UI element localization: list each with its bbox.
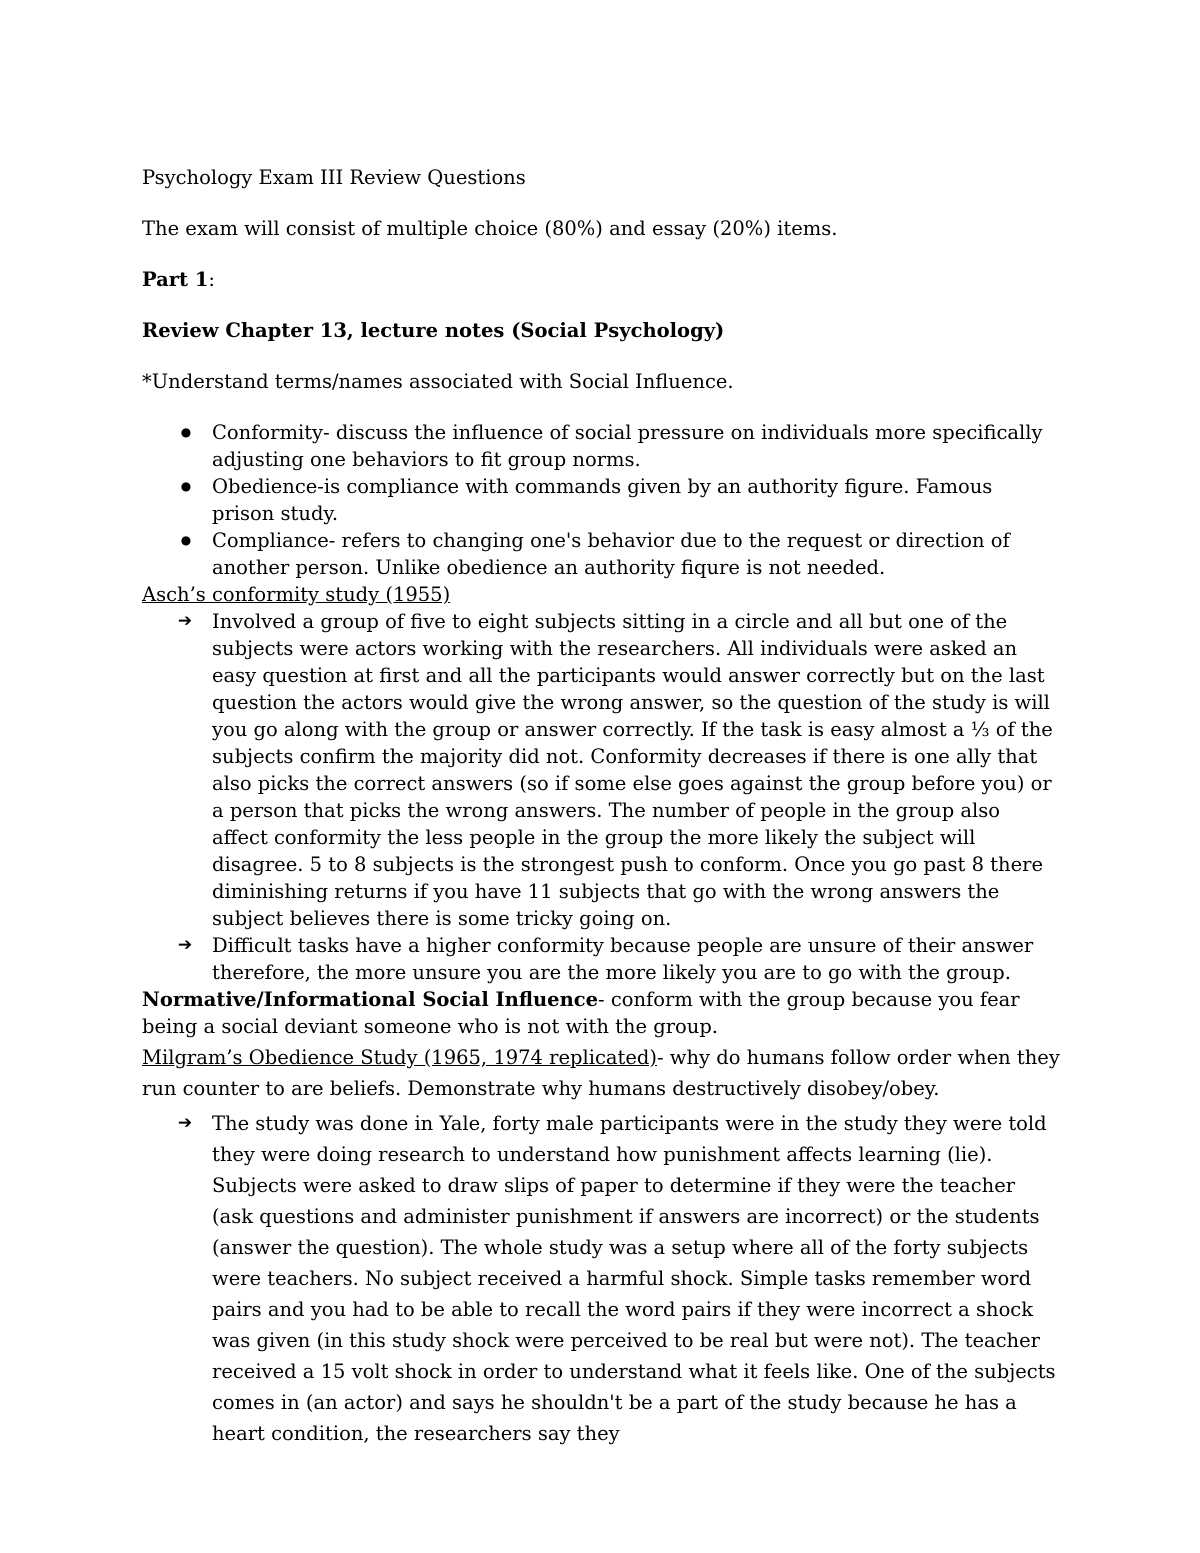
- milgram-text: - why do humans follow order when they run counter to are beliefs. Demonstrate why humans destructively disobey/obey.: [142, 1046, 1060, 1100]
- chapter-heading: Review Chapter 13, lecture notes (Social Psychology): [142, 319, 725, 342]
- list-item-text: Compliance- refers to changing one's behavior due to the request or direction of another person. Unlike obedience an authority fiqure is not needed.: [212, 529, 1010, 579]
- milgram-list: [142, 1108, 1060, 1449]
- list-item: [142, 527, 1060, 581]
- understand-note: *Understand terms/names associated with Social Influence.: [142, 370, 734, 393]
- asch-list: [142, 608, 1060, 986]
- bullet-icon: ●: [180, 425, 192, 439]
- arrow-icon: ➔: [177, 935, 193, 955]
- list-item: [142, 932, 1060, 986]
- list-item: [142, 608, 1060, 932]
- list-item-text: The study was done in Yale, forty male participants were in the study they were told they were doing research to understand how punishment affects learning (lie). Subjects were asked to draw slips of paper to determine if they were the teacher (ask questions and administer punishment if answers are incorrect) or the students (answer the question). The whole study was a setup where all of the forty subjects were teachers. No subject received a harmful shock. Simple tasks remember word pairs and you had to be able to recall the word pairs if they were incorrect a shock was given (in this study shock were perceived to be real but were not). The teacher received a 15 volt shock in order to understand what it feels like. One of the subjects comes in (an actor) and says he shouldn't be a part of the study because he has a heart condition, the researchers say they: [212, 1112, 1056, 1445]
- arrow-icon: ➔: [177, 611, 193, 631]
- social-influence-list: [142, 419, 1060, 581]
- list-item-text: Conformity- discuss the influence of social pressure on individuals more specifically adjusting one behaviors to fit group norms.: [212, 421, 1043, 471]
- asch-heading: Asch’s conformity study (1955): [142, 583, 451, 606]
- list-item-text: Obedience-is compliance with commands given by an authority figure. Famous prison study.: [212, 475, 993, 525]
- normative-text: - conform with the group because you fear being a social deviant someone who is not with the group.: [142, 988, 1020, 1038]
- part-heading: [142, 266, 1060, 293]
- part-label: Part 1: [142, 268, 209, 291]
- milgram-heading: Milgram’s Obedience Study (1965, 1974 replicated): [142, 1046, 657, 1069]
- exam-format-note: The exam will consist of multiple choice (80%) and essay (20%) items.: [142, 217, 838, 240]
- list-item-text: Difficult tasks have a higher conformity because people are unsure of their answer therefore, the more unsure you are the more likely you are to go with the group.: [212, 934, 1034, 984]
- bullet-icon: ●: [180, 479, 192, 493]
- part-colon: :: [208, 268, 215, 291]
- arrow-icon: ➔: [177, 1113, 193, 1133]
- document-title: Psychology Exam III Review Questions: [142, 166, 526, 189]
- bullet-icon: ●: [180, 533, 192, 547]
- list-item-text: Involved a group of five to eight subjects sitting in a circle and all but one of the subjects were actors working with the researchers. All individuals were asked an easy question at first and all the participants would answer correctly but on the last question the actors would give the wrong answer, so the question of the study is will you go along with the group or answer correctly. If the task is easy almost a ⅓ of the subjects confirm the majority did not. Conformity decreases if there is one ally that also picks the correct answers (so if some else goes against the group before you) or a person that picks the wrong answers. The number of people in the group also affect conformity the less people in the group the more likely the subject will disagree. 5 to 8 subjects is the strongest push to conform. Once you go past 8 there diminishing returns if you have 11 subjects that go with the wrong answers the subject believes there is some tricky going on.: [212, 610, 1053, 930]
- normative-term: Normative/Informational Social Influence: [142, 988, 599, 1011]
- milgram-paragraph: [142, 1042, 1060, 1104]
- normative-paragraph: [142, 986, 1060, 1040]
- list-item: [142, 419, 1060, 473]
- list-item: [142, 1108, 1060, 1449]
- list-item: [142, 473, 1060, 527]
